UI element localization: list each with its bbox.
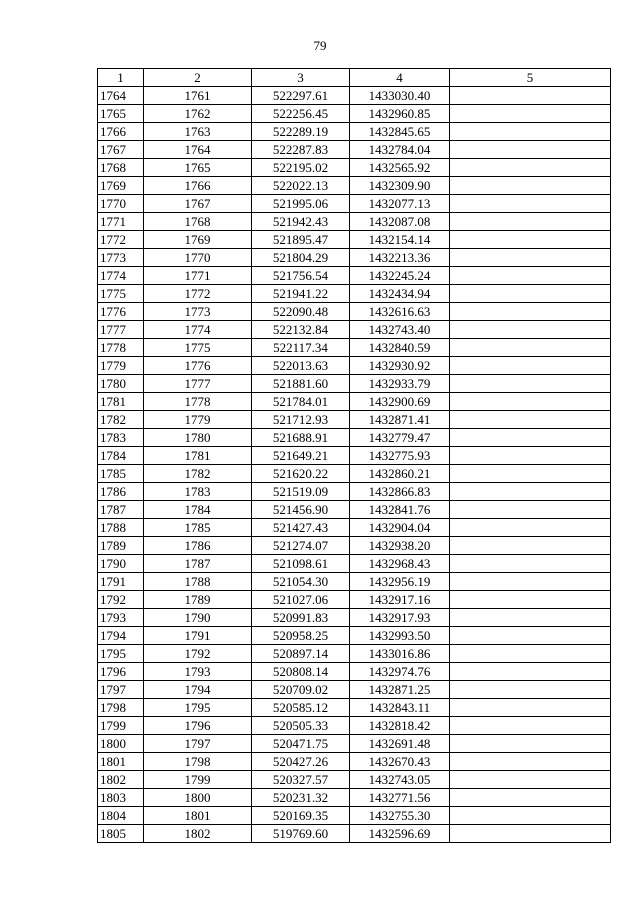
cell-y: 1433030.40 (350, 87, 450, 105)
cell-note (450, 465, 611, 483)
cell-x: 522256.45 (252, 105, 350, 123)
cell-number: 1798 (98, 699, 144, 717)
cell-y: 1432743.40 (350, 321, 450, 339)
cell-number: 1795 (98, 645, 144, 663)
cell-note (450, 663, 611, 681)
cell-y: 1432245.24 (350, 267, 450, 285)
cell-x: 522132.84 (252, 321, 350, 339)
cell-note (450, 807, 611, 825)
cell-y: 1432968.43 (350, 555, 450, 573)
cell-number: 1771 (98, 213, 144, 231)
cell-point: 1777 (144, 375, 252, 393)
cell-number: 1768 (98, 159, 144, 177)
cell-point: 1765 (144, 159, 252, 177)
table-row (98, 735, 611, 753)
cell-number: 1780 (98, 375, 144, 393)
table-row (98, 573, 611, 591)
cell-number: 1779 (98, 357, 144, 375)
table-row (98, 465, 611, 483)
cell-y: 1432616.63 (350, 303, 450, 321)
cell-note (450, 519, 611, 537)
table-row (98, 105, 611, 123)
cell-point: 1761 (144, 87, 252, 105)
cell-x: 520427.26 (252, 753, 350, 771)
cell-point: 1770 (144, 249, 252, 267)
cell-note (450, 717, 611, 735)
cell-point: 1779 (144, 411, 252, 429)
cell-point: 1795 (144, 699, 252, 717)
cell-point: 1793 (144, 663, 252, 681)
cell-x: 522090.48 (252, 303, 350, 321)
cell-x: 521649.21 (252, 447, 350, 465)
cell-note (450, 249, 611, 267)
cell-number: 1788 (98, 519, 144, 537)
cell-note (450, 321, 611, 339)
table-row (98, 699, 611, 717)
cell-point: 1766 (144, 177, 252, 195)
cell-point: 1782 (144, 465, 252, 483)
cell-y: 1432866.83 (350, 483, 450, 501)
cell-number: 1767 (98, 141, 144, 159)
cell-number: 1794 (98, 627, 144, 645)
cell-y: 1432565.92 (350, 159, 450, 177)
cell-y: 1432993.50 (350, 627, 450, 645)
cell-number: 1793 (98, 609, 144, 627)
cell-note (450, 699, 611, 717)
table-row (98, 771, 611, 789)
cell-y: 1432691.48 (350, 735, 450, 753)
table-row (98, 591, 611, 609)
cell-x: 521895.47 (252, 231, 350, 249)
cell-point: 1778 (144, 393, 252, 411)
cell-number: 1764 (98, 87, 144, 105)
cell-number: 1805 (98, 825, 144, 843)
cell-x: 520585.12 (252, 699, 350, 717)
cell-number: 1769 (98, 177, 144, 195)
cell-x: 520327.57 (252, 771, 350, 789)
cell-point: 1784 (144, 501, 252, 519)
cell-number: 1785 (98, 465, 144, 483)
table-row (98, 447, 611, 465)
header-col-3: 3 (252, 69, 350, 87)
cell-note (450, 213, 611, 231)
cell-point: 1768 (144, 213, 252, 231)
cell-y: 1432871.41 (350, 411, 450, 429)
cell-x: 520505.33 (252, 717, 350, 735)
cell-x: 521756.54 (252, 267, 350, 285)
cell-note (450, 123, 611, 141)
cell-number: 1804 (98, 807, 144, 825)
table-row (98, 627, 611, 645)
cell-number: 1770 (98, 195, 144, 213)
cell-x: 519769.60 (252, 825, 350, 843)
table-header-row (98, 69, 611, 87)
cell-y: 1432779.47 (350, 429, 450, 447)
cell-number: 1773 (98, 249, 144, 267)
cell-x: 521427.43 (252, 519, 350, 537)
cell-note (450, 735, 611, 753)
cell-point: 1792 (144, 645, 252, 663)
cell-point: 1788 (144, 573, 252, 591)
cell-number: 1801 (98, 753, 144, 771)
cell-point: 1783 (144, 483, 252, 501)
cell-point: 1769 (144, 231, 252, 249)
cell-point: 1796 (144, 717, 252, 735)
cell-x: 521941.22 (252, 285, 350, 303)
cell-point: 1773 (144, 303, 252, 321)
cell-point: 1763 (144, 123, 252, 141)
cell-note (450, 393, 611, 411)
cell-point: 1781 (144, 447, 252, 465)
cell-note (450, 141, 611, 159)
cell-number: 1796 (98, 663, 144, 681)
cell-note (450, 429, 611, 447)
cell-point: 1771 (144, 267, 252, 285)
cell-point: 1789 (144, 591, 252, 609)
cell-y: 1432154.14 (350, 231, 450, 249)
cell-note (450, 357, 611, 375)
cell-number: 1803 (98, 789, 144, 807)
table-row (98, 825, 611, 843)
cell-note (450, 771, 611, 789)
cell-note (450, 753, 611, 771)
cell-number: 1776 (98, 303, 144, 321)
cell-note (450, 555, 611, 573)
cell-x: 520991.83 (252, 609, 350, 627)
cell-y: 1432596.69 (350, 825, 450, 843)
cell-point: 1780 (144, 429, 252, 447)
table-body (98, 87, 611, 843)
table-row (98, 753, 611, 771)
table-row (98, 123, 611, 141)
cell-number: 1786 (98, 483, 144, 501)
cell-point: 1800 (144, 789, 252, 807)
cell-number: 1781 (98, 393, 144, 411)
table-row (98, 357, 611, 375)
cell-point: 1797 (144, 735, 252, 753)
page-number: 79 (313, 38, 327, 53)
cell-y: 1432309.90 (350, 177, 450, 195)
cell-point: 1772 (144, 285, 252, 303)
cell-number: 1782 (98, 411, 144, 429)
table-row (98, 213, 611, 231)
cell-x: 521274.07 (252, 537, 350, 555)
cell-y: 1432860.21 (350, 465, 450, 483)
cell-y: 1432960.85 (350, 105, 450, 123)
cell-y: 1432775.93 (350, 447, 450, 465)
cell-note (450, 573, 611, 591)
table-row (98, 393, 611, 411)
cell-point: 1762 (144, 105, 252, 123)
cell-x: 521620.22 (252, 465, 350, 483)
cell-y: 1432818.42 (350, 717, 450, 735)
cell-y: 1432840.59 (350, 339, 450, 357)
cell-y: 1432938.20 (350, 537, 450, 555)
cell-note (450, 267, 611, 285)
cell-x: 520709.02 (252, 681, 350, 699)
table-row (98, 501, 611, 519)
cell-y: 1432933.79 (350, 375, 450, 393)
cell-point: 1794 (144, 681, 252, 699)
cell-point: 1767 (144, 195, 252, 213)
cell-y: 1432843.11 (350, 699, 450, 717)
cell-note (450, 285, 611, 303)
cell-number: 1778 (98, 339, 144, 357)
cell-note (450, 645, 611, 663)
header-col-1: 1 (98, 69, 144, 87)
header-col-5: 5 (450, 69, 611, 87)
header-col-2: 2 (144, 69, 252, 87)
cell-note (450, 789, 611, 807)
cell-x: 522297.61 (252, 87, 350, 105)
cell-x: 520808.14 (252, 663, 350, 681)
cell-point: 1764 (144, 141, 252, 159)
table-row (98, 321, 611, 339)
cell-y: 1432841.76 (350, 501, 450, 519)
cell-x: 522289.19 (252, 123, 350, 141)
cell-number: 1783 (98, 429, 144, 447)
cell-x: 521881.60 (252, 375, 350, 393)
cell-x: 521027.06 (252, 591, 350, 609)
cell-y: 1432784.04 (350, 141, 450, 159)
table-row (98, 663, 611, 681)
cell-x: 521054.30 (252, 573, 350, 591)
cell-point: 1786 (144, 537, 252, 555)
table-row (98, 681, 611, 699)
cell-x: 522195.02 (252, 159, 350, 177)
cell-y: 1432755.30 (350, 807, 450, 825)
cell-y: 1432930.92 (350, 357, 450, 375)
cell-note (450, 231, 611, 249)
table-row (98, 267, 611, 285)
cell-y: 1432670.43 (350, 753, 450, 771)
cell-number: 1774 (98, 267, 144, 285)
cell-note (450, 537, 611, 555)
cell-x: 522287.83 (252, 141, 350, 159)
table-row (98, 303, 611, 321)
cell-note (450, 609, 611, 627)
table-row (98, 537, 611, 555)
cell-note (450, 303, 611, 321)
cell-point: 1799 (144, 771, 252, 789)
cell-note (450, 411, 611, 429)
cell-note (450, 159, 611, 177)
table-row (98, 555, 611, 573)
cell-note (450, 195, 611, 213)
cell-note (450, 501, 611, 519)
cell-x: 522013.63 (252, 357, 350, 375)
cell-number: 1797 (98, 681, 144, 699)
table-row (98, 645, 611, 663)
table-row (98, 375, 611, 393)
table-row (98, 195, 611, 213)
cell-x: 520897.14 (252, 645, 350, 663)
cell-x: 521688.91 (252, 429, 350, 447)
cell-x: 521098.61 (252, 555, 350, 573)
cell-note (450, 591, 611, 609)
table-row (98, 285, 611, 303)
cell-number: 1787 (98, 501, 144, 519)
cell-y: 1432956.19 (350, 573, 450, 591)
cell-number: 1784 (98, 447, 144, 465)
cell-note (450, 105, 611, 123)
cell-y: 1433016.86 (350, 645, 450, 663)
cell-x: 521804.29 (252, 249, 350, 267)
cell-x: 521712.93 (252, 411, 350, 429)
table-row (98, 177, 611, 195)
cell-y: 1432845.65 (350, 123, 450, 141)
cell-number: 1772 (98, 231, 144, 249)
cell-x: 521942.43 (252, 213, 350, 231)
table-row (98, 609, 611, 627)
cell-note (450, 375, 611, 393)
cell-y: 1432974.76 (350, 663, 450, 681)
table-row (98, 159, 611, 177)
cell-x: 521456.90 (252, 501, 350, 519)
cell-y: 1432871.25 (350, 681, 450, 699)
cell-x: 521784.01 (252, 393, 350, 411)
table-row (98, 789, 611, 807)
cell-y: 1432917.93 (350, 609, 450, 627)
table-row (98, 249, 611, 267)
cell-number: 1799 (98, 717, 144, 735)
cell-point: 1798 (144, 753, 252, 771)
cell-y: 1432077.13 (350, 195, 450, 213)
cell-y: 1432904.04 (350, 519, 450, 537)
table-row (98, 339, 611, 357)
cell-x: 521519.09 (252, 483, 350, 501)
cell-x: 520958.25 (252, 627, 350, 645)
cell-y: 1432434.94 (350, 285, 450, 303)
table-row (98, 87, 611, 105)
cell-x: 520231.32 (252, 789, 350, 807)
cell-note (450, 447, 611, 465)
cell-y: 1432213.36 (350, 249, 450, 267)
table-row (98, 519, 611, 537)
table-row (98, 411, 611, 429)
cell-x: 520471.75 (252, 735, 350, 753)
cell-number: 1790 (98, 555, 144, 573)
cell-x: 522022.13 (252, 177, 350, 195)
cell-point: 1774 (144, 321, 252, 339)
cell-number: 1792 (98, 591, 144, 609)
table-row (98, 807, 611, 825)
cell-number: 1777 (98, 321, 144, 339)
cell-y: 1432900.69 (350, 393, 450, 411)
cell-x: 522117.34 (252, 339, 350, 357)
cell-y: 1432087.08 (350, 213, 450, 231)
coordinates-table (97, 68, 611, 843)
cell-x: 520169.35 (252, 807, 350, 825)
table-row (98, 717, 611, 735)
cell-point: 1791 (144, 627, 252, 645)
table-row (98, 141, 611, 159)
cell-number: 1765 (98, 105, 144, 123)
cell-point: 1785 (144, 519, 252, 537)
cell-note (450, 627, 611, 645)
cell-point: 1802 (144, 825, 252, 843)
cell-x: 521995.06 (252, 195, 350, 213)
header-col-4: 4 (350, 69, 450, 87)
cell-number: 1766 (98, 123, 144, 141)
cell-number: 1800 (98, 735, 144, 753)
table-row (98, 429, 611, 447)
cell-point: 1776 (144, 357, 252, 375)
cell-note (450, 483, 611, 501)
cell-point: 1775 (144, 339, 252, 357)
cell-note (450, 177, 611, 195)
cell-point: 1790 (144, 609, 252, 627)
cell-point: 1801 (144, 807, 252, 825)
table-row (98, 483, 611, 501)
cell-number: 1789 (98, 537, 144, 555)
cell-note (450, 87, 611, 105)
cell-number: 1802 (98, 771, 144, 789)
cell-y: 1432771.56 (350, 789, 450, 807)
cell-y: 1432743.05 (350, 771, 450, 789)
cell-number: 1791 (98, 573, 144, 591)
cell-number: 1775 (98, 285, 144, 303)
table-row (98, 231, 611, 249)
cell-y: 1432917.16 (350, 591, 450, 609)
cell-note (450, 825, 611, 843)
cell-note (450, 681, 611, 699)
cell-point: 1787 (144, 555, 252, 573)
cell-note (450, 339, 611, 357)
